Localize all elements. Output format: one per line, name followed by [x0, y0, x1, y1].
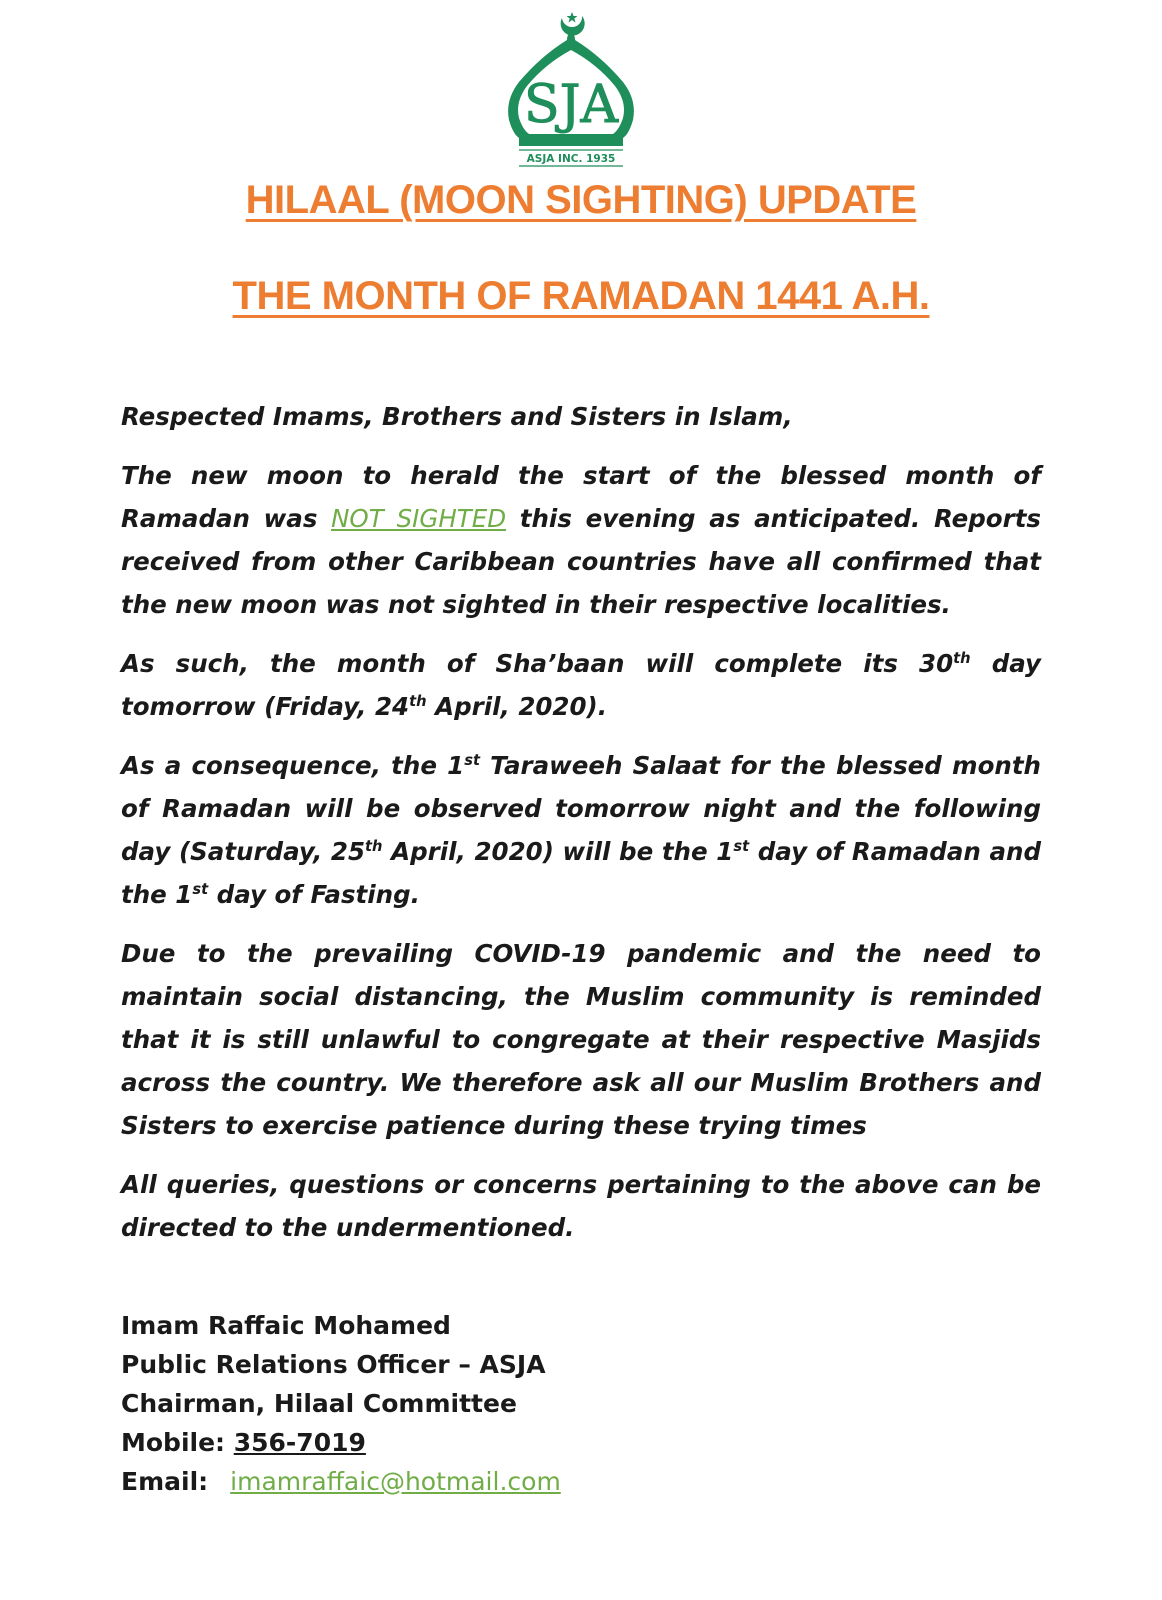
- mobile-label: Mobile:: [121, 1428, 234, 1457]
- paragraph-text: April, 2020) will be the 1: [382, 837, 734, 866]
- asja-logo: [505, 4, 645, 170]
- paragraph-moon-not-sighted: [121, 454, 1041, 626]
- not-sighted-highlight: NOT SIGHTED: [331, 504, 507, 533]
- signatory-role-chairman: Chairman, Hilaal Committee: [121, 1389, 517, 1418]
- page-subtitle: THE MONTH OF RAMADAN 1441 A.H.: [232, 274, 930, 318]
- paragraph-shabaan: [121, 642, 1041, 728]
- ordinal-suffix: st: [192, 880, 209, 898]
- paragraph-covid: Due to the prevailing COVID-19 pandemic and the need to maintain social distancing, the Muslim community is reminded that it is still unlawful to congregate at their respective Masjids across the country. We therefore ask all our Muslim Brothers and Sisters to exercise patience during these trying times: [121, 939, 1041, 1140]
- paragraph-text: day of Fasting.: [208, 880, 420, 909]
- ordinal-suffix: st: [464, 751, 480, 769]
- email-link[interactable]: imamraffaic@hotmail.com: [230, 1467, 561, 1496]
- paragraph-text: Taraweeh Salaat for the blessed month of Ramadan will be observed tomorrow night and the following day (Saturday, 25: [121, 751, 1041, 866]
- greeting: Respected Imams, Brothers and Sisters in Islam,: [121, 402, 793, 431]
- letter-body: [121, 395, 1041, 1265]
- ordinal-suffix: st: [733, 837, 750, 855]
- page-title: HILAAL (MOON SIGHTING) UPDATE: [245, 178, 917, 222]
- paragraph-taraweeh: [121, 744, 1041, 916]
- paragraph-text: As a consequence, the 1: [121, 751, 465, 780]
- paragraph-text: day tomorrow (Friday, 24: [121, 649, 1041, 721]
- mobile-line: [121, 1423, 821, 1462]
- logo-caption: ASJA INC. 1935: [526, 153, 616, 165]
- signatory-name: Imam Raffaic Mohamed: [121, 1311, 451, 1340]
- email-label: Email:: [121, 1467, 209, 1496]
- ordinal-suffix: th: [409, 692, 427, 710]
- ordinal-suffix: th: [365, 837, 383, 855]
- paragraph-text: day of Ramadan and the 1: [121, 837, 1041, 909]
- email-line: [121, 1462, 821, 1501]
- logo-initials: SJA: [523, 75, 619, 135]
- mobile-number-link[interactable]: 356-7019: [233, 1428, 366, 1457]
- mosque-dome-logo-icon: [505, 4, 645, 170]
- paragraph-text: As such, the month of Sha’baan will complete its 30: [121, 649, 954, 678]
- paragraph-text: April, 2020).: [426, 692, 608, 721]
- paragraph-queries: All queries, questions or concerns pertaining to the above can be directed to the undermentioned.: [121, 1170, 1041, 1242]
- ordinal-suffix: th: [953, 649, 971, 667]
- paragraph-text: this evening as anticipated. Reports received from other Caribbean countries have all confirmed that the new moon was not sighted in their respective localities.: [121, 504, 1041, 619]
- signature-block: [121, 1306, 821, 1501]
- paragraph-text: The new moon to herald the start of the blessed month of Ramadan was: [121, 461, 1041, 533]
- signatory-role-pro: Public Relations Officer – ASJA: [121, 1350, 546, 1379]
